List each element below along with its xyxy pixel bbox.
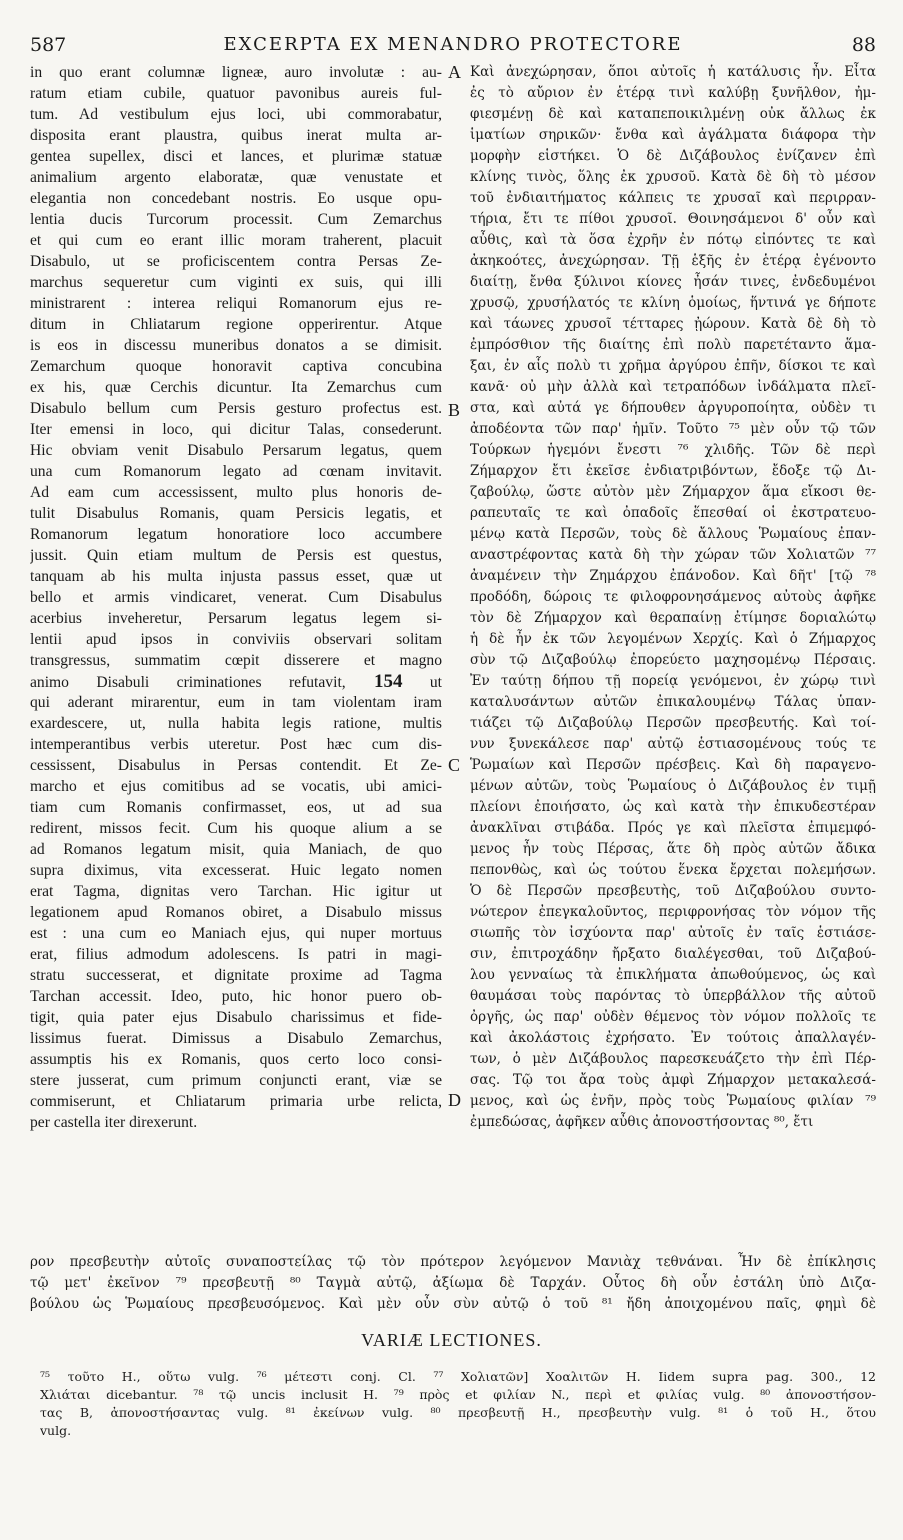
latin-line: qui aderant mirarentur, eum in tam violentam iram — [30, 694, 442, 711]
latin-line: erat Tagma, dignitas vero Tarchan. Hic igitur ut — [30, 883, 442, 900]
greek-line: ξαι, ἐν αἷς πολὺ τι χρῆμα ἀργύρου ἐπῆν, δίσκοι τε καὶ — [470, 358, 876, 374]
continuation-line: ρον πρεσβευτὴν αὐτοῖς συναποστείλας τῷ τὸν πρότερον λεγόμενον Μανιὰχ τεθνάναι. Ἦν δὲ ἐπίκλησις — [30, 1254, 876, 1270]
greek-line: καὶ ἀκολάστοις ἐχρήσατο. Ἐν τούτοις ἀπαλλαγέν- — [470, 1030, 876, 1046]
latin-line: ditum in Chliatarum regione opperirentur. Atque — [30, 316, 442, 333]
note-line: τας B, ἀπονοστήσαντας vulg. ⁸¹ ἐκείνων vulg. ⁸⁰ πρεσβευτῇ H., πρεσβευτὴν vulg. ⁸¹ ὁ τοῦ H., ὅτου — [40, 1405, 876, 1420]
greek-line: χρυσῷ, χρυσήλατός τε κλίνη ὁμοίως, ἥντινά γε δήποτε — [470, 295, 876, 311]
greek-line: ἐμπρόσθιον τῆς διαίτης ἐπὶ πολὺ παρετέταντο ἅμα- — [470, 337, 876, 353]
greek-line: αὖθις, καὶ τὰ ὅσα ἐχρῆν ἐν πότῳ εἰπόντες τε καὶ — [470, 232, 876, 248]
latin-line: animo Disabuli criminationes refutavit, 154 ut — [30, 671, 442, 692]
greek-line: καὶ τάωνες χρυσοῖ τέτταρες ᾐώρουν. Κατὰ δὲ δὴ τὸ — [470, 316, 876, 332]
latin-line: disposita erant plaustra, quibus inerat multa ar- — [30, 127, 442, 144]
latin-line: Tarchan accessit. Ideo, puto, hic honor puero ob- — [30, 988, 442, 1005]
greek-line: νυν ξυνεκάλεσε παρ' αὐτῷ ἑστιασομένους τούς τε — [470, 736, 876, 752]
running-title: EXCERPTA EX MENANDRO PROTECTORE — [223, 34, 683, 55]
greek-line: ἀκηκοότες, ἀνεχώρησαν. Τῇ ἑξῆς ἐν ἑτέρᾳ ἐγένοντο — [470, 253, 876, 269]
greek-line: πεπονθὼς, καὶ ὡς τούτου ἕνεκα ἔρχεται πολεμήσων. — [470, 862, 876, 878]
latin-line: ministrarent : interea reliqui Romanorum ejus re- — [30, 295, 442, 312]
margin-letter-a: A — [448, 62, 461, 82]
greek-line: λου γενναίως τὰ ἐπικλήματα ἀπωθούμενος, ὡς καὶ — [470, 967, 876, 983]
continuation-line: τῷ μετ' ἐκεῖνον ⁷⁹ πρεσβευτῇ ⁸⁰ Ταγμὰ αὐτῷ, ἀξίωμα δὲ Ταρχάν. Οὗτος δὴ οὖν ἐστάλη ὑπὸ Διζα- — [30, 1275, 876, 1291]
latin-line: intemperantibus verbis uteretur. Post hæc cum dis- — [30, 736, 442, 753]
margin-letter-d: D — [448, 1090, 461, 1110]
latin-line: Hic obviam venit Disabulo Persarum legatus, quem — [30, 442, 442, 459]
latin-line: Disabulo, ut se proficiscentem contra Persas Ze- — [30, 253, 442, 270]
greek-line: Ζήμαρχον ἔτι ἐκεῖσε ἐνδιατριβόντων, ἔδοξε τῷ Δι- — [470, 463, 876, 479]
latin-line: elegantia non concedebant nostris. Eo usque opu- — [30, 190, 442, 207]
greek-line: μενος, καὶ ὡς ἐνῆν, πρὸς τοὺς Ῥωμαίους φιλίαν ⁷⁹ — [470, 1093, 876, 1109]
greek-line: πλείονι ἐποιήσατο, ὡς καὶ κατὰ τὴν ἐπικυδεστέραν — [470, 799, 876, 815]
continuation-line: βούλου ὡς Ῥωμαίους πρεσβευσόμενος. Καὶ μὲν οὖν σὺν αὐτῷ ὁ τοῦ ⁸¹ ἤδη ἀποιχομένου παῖς, φημὶ δὲ — [30, 1296, 876, 1312]
latin-line: exardescere, ut, nulla habita legis ratione, multis — [30, 715, 442, 732]
greek-line: ἀνακλῖναι στιβάδα. Πρός γε καὶ πλεῖστα ἐπιμεμφό- — [470, 820, 876, 836]
latin-line: lentii apud ipsos in conviviis observari solitam — [30, 631, 442, 648]
latin-line: gentea supellex, disci et lances, et plurimæ statuæ — [30, 148, 442, 165]
latin-line: stere jusserat, cum primum conjuncti erant, viæ se — [30, 1072, 442, 1089]
greek-line: Ῥωμαίων καὶ Περσῶν πρέσβεις. Καὶ δὴ παραγενο- — [470, 757, 876, 773]
greek-line: των, ὁ μὲν Διζάβουλος παρεσκευάζετο τὴν ἐπὶ Πέρ- — [470, 1051, 876, 1067]
latin-line: transgressus, summatim cœpit disserere et magno — [30, 652, 442, 669]
latin-line: ex his, quæ Cerchis dicuntur. Ita Zemarchus cum — [30, 379, 442, 396]
latin-line: ratum etiam cubile, quatuor pavonibus aureis ful- — [30, 85, 442, 102]
page-header — [30, 30, 876, 60]
latin-line: ad Romanos legatum misit, quia Maniach, de quo — [30, 841, 442, 858]
greek-line: ὀργῆς, ὡς παρ' οὐδὲν θέμενος τὸν νόμον πολλοῖς τε — [470, 1009, 876, 1025]
note-line: Χλιάται dicebantur. ⁷⁸ τῷ uncis inclusit H. ⁷⁹ πρὸς et φιλίαν N., περὶ et φιλίας vulg. ⁸⁰ ἀπονοστήσον- — [40, 1387, 876, 1402]
greek-column — [470, 62, 876, 1247]
latin-line: Zemarchum quoque honoravit captiva concubina — [30, 358, 442, 375]
greek-line: αναστρέφοντας κατὰ δὴ τὴν χώραν τῶν Χολιατῶν ⁷⁷ — [470, 547, 876, 563]
greek-line: στα, καὶ αὐτά γε δήπουθεν ἀργυροποίητα, οὐδὲν τι — [470, 400, 876, 416]
variae-lectiones-title: VARIÆ LECTIONES. — [361, 1330, 542, 1350]
page-number-right: 88 — [851, 34, 876, 56]
latin-line: una cum Romanorum legato ad cœnam invitavit. — [30, 463, 442, 480]
greek-line: μένῳ κατὰ Περσῶν, τοὺς δὲ ἄλλους Ῥωμαίους ἐπαν- — [470, 526, 876, 542]
note-line: ⁷⁵ τοῦτο H., οὕτω vulg. ⁷⁶ μέτεστι conj. Cl. ⁷⁷ Χολιατῶν] Χοαλιτῶν H. Iidem supra pag. 300., 12 — [40, 1369, 876, 1384]
greek-line: σας. Τῷ τοι ἄρα τοὺς ἀμφὶ Ζήμαρχον μετακαλεσά- — [470, 1072, 876, 1088]
latin-line: is eos in discessu muneribus donatos a se dimisit. — [30, 337, 442, 354]
greek-line: Ὁ δὲ Περσῶν πρεσβευτὴς, τοῦ Διζαβούλου συντο- — [470, 883, 876, 899]
page-number-left: 587 — [30, 34, 67, 56]
variant-readings — [40, 1368, 876, 1440]
greek-line: θαυμάσαι τοὺς παρόντας τὸ ὑπερβάλλον τῆς αὐτοῦ — [470, 988, 876, 1004]
latin-line: stratu successerat, et dignitate proxime ad Tagma — [30, 967, 442, 984]
latin-line: Romanorum legatum honoratiore loco accumbere — [30, 526, 442, 543]
latin-line: et qui cum eo erant illic moram traherent, placuit — [30, 232, 442, 249]
margin-letter-b: B — [448, 400, 461, 420]
greek-line: τὸν δὲ Ζήμαρχον καὶ θεραπαίνῃ ἐτίμησε δοριαλώτῳ — [470, 610, 876, 626]
latin-line: Disabulo bellum cum Persis gesturo profectus est. — [30, 400, 442, 417]
latin-line: Iter emensi in loco, qui dicitur Talas, consederunt. — [30, 421, 442, 438]
page-marker-tail: ut — [402, 674, 442, 691]
margin-letter-c: C — [448, 755, 461, 775]
note-line: vulg. — [40, 1423, 72, 1438]
greek-line: ἐς τὸ αὔριον ἐν ἑτέρᾳ τινὶ καλύβῃ ξυνῆλθον, ἠμ- — [470, 85, 876, 101]
latin-line: marcho et ejus comitibus ad se vocatis, ubi amici- — [30, 778, 442, 795]
greek-line: διαίτῃ, ἔνθα ξύλινοι κίονες ἦσάν τινες, ἐνδεδυμένοι — [470, 274, 876, 290]
latin-line: animalium argento elaboratæ, quæ venustate et — [30, 169, 442, 186]
greek-line: μενος ἦν τοὺς Πέρσας, ἅτε δὴ πρὸς αὐτῶν ἄδικα — [470, 841, 876, 857]
latin-line: legationem apud Romanos obiret, a Disabulo missus — [30, 904, 442, 921]
greek-line: τήρια, ἔτι τε πίθοι χρυσοῖ. Θοινησάμενοι δ' οὖν καὶ — [470, 211, 876, 227]
greek-line: σιωπῆς τὸν ἰσχύοντα παρ' αὐτοῖς ἐν ταῖς ἑστιάσε- — [470, 925, 876, 941]
latin-line: tigit, quia pater ejus Disabulo charissimus et fide- — [30, 1009, 442, 1026]
greek-line: ἡ δὲ ἦν ἐκ τῶν λεγομένων Χερχίς. Καὶ ὁ Ζήμαρχος — [470, 631, 876, 647]
latin-line: acerbius inveheretur, Persarum legatus legem si- — [30, 610, 442, 627]
greek-line: ἀποδέοντα τῶν παρ' ἡμῖν. Τοῦτο ⁷⁵ μὲν οὖν τῷ τῶν — [470, 421, 876, 437]
latin-line: per castella iter direxerunt. — [30, 1114, 198, 1131]
greek-line: προδόδη, δώροις τε φιλοφρονησάμενος αὐτοὺς ἀφῆκε — [470, 589, 876, 605]
greek-line: σὺν τῷ Διζαβούλῳ ἐπορεύετο μαχησομένῳ Πέρσαις. — [470, 652, 876, 668]
greek-line: φιεσμένῃ δὲ καὶ καταπεποικιλμένῃ οὐκ ἄλλως ἐκ — [470, 106, 876, 122]
greek-line: τιάζει τῷ Διζαβούλῳ Περσῶν πρεσβευτής. Καὶ τοί- — [470, 715, 876, 731]
greek-line: ραπευταῖς τε καὶ ὀπαδοῖς ἕπεσθαί οἱ ἐκστρατευο- — [470, 505, 876, 521]
greek-line: σιν, ἐπιτροχάδην ἤρξατο διαλέγεσθαι, τοῦ Διζαβού- — [470, 946, 876, 962]
latin-line: assumptis his ex Romanis, quos certo loco consi- — [30, 1051, 442, 1068]
latin-line: tulit Disabulus Romanis, quam Persicis legatis, et — [30, 505, 442, 522]
greek-line: μορφὴν εἱστήκει. Ὁ δὲ Διζάβουλος ἐνίζανεν ἐπὶ — [470, 148, 876, 164]
greek-line: Ἐν ταύτῃ δήπου τῇ πορείᾳ γενόμενοι, ἐν χώρῳ τινὶ — [470, 673, 876, 689]
latin-line: jussit. Quin etiam multum de Persis est questus, — [30, 547, 442, 564]
greek-line: μένων αὐτῶν, τοὺς Ῥωμαίους ὁ Διζάβουλος ἐν τιμῇ — [470, 778, 876, 794]
greek-line: Τούρκων ἡγεμόνι ἔνεστι ⁷⁶ χλιδῆς. Τῶν δὲ περὶ — [470, 442, 876, 458]
greek-line: κανᾶ· οὐ μὴν ἀλλὰ καὶ τετραπόδων ἰνδάλματα πλεῖ- — [470, 379, 876, 395]
latin-line: lissimus fuerat. Dimissus a Disabulo Zemarchus, — [30, 1030, 442, 1047]
latin-line: tanquam ab his multa injusta passus esset, quæ ut — [30, 568, 442, 585]
latin-line: marchus sequeretur cum viginti ex suis, qui illi — [30, 274, 442, 291]
latin-line: est : una cum eo Maniach ejus, qui nuper mortuus — [30, 925, 442, 942]
greek-line: κλίνης τινὸς, ὅλης ἐκ χρυσοῦ. Κατὰ δὲ δὴ τὸ μέσον — [470, 169, 876, 185]
greek-line: ἐμπεδώσας, ἀφῆκεν αὖθις ἀπονοστήσοντας ⁸⁰, ἔτι — [470, 1114, 814, 1130]
latin-line: tum. Ad vestibulum ejus loci, ubi commorabatur, — [30, 106, 442, 123]
greek-line: καταλυσάντων αὐτῶν ἐπικαλουμένῳ Τάλας ὑπαν- — [470, 694, 876, 710]
latin-line: commiserunt, et Chliatarum primaria urbe relicta, — [30, 1093, 442, 1110]
latin-line: redirent, missos fecit. Cum his quoque alium a se — [30, 820, 442, 837]
greek-line: ἱματίων σηρικῶν· ἔνθα καὶ ἀγάλματα διάφορα τὴν — [470, 127, 876, 143]
latin-line: erat, filius admodum adolescens. Is patri in magi- — [30, 946, 442, 963]
latin-line: bello et armis vindicaret, venerat. Cum Disabulus — [30, 589, 442, 606]
greek-line: νώτερον ἐπεγκαλοῦντος, περιφρονήσας τὸν νόμον τῆς — [470, 904, 876, 920]
greek-line: Καὶ ἀνεχώρησαν, ὅποι αὐτοῖς ἡ κατάλυσις ἦν. Εἶτα — [470, 64, 876, 80]
greek-line: ζαβούλῳ, ὥστε αὐτὸν μὲν Ζήμαρχον ἅμα εἴκοσι θε- — [470, 484, 876, 500]
latin-line: supra diximus, vita excesserat. Huic legato nomen — [30, 862, 442, 879]
latin-column — [30, 62, 442, 1247]
latin-line: in quo erant columnæ ligneæ, auro involutæ : au- — [30, 64, 442, 81]
latin-line: tiam cum Romanis confirmasset, eos, ut ad sua — [30, 799, 442, 816]
latin-line: Ad eam cum accessissent, multo plus honoris de- — [30, 484, 442, 501]
page-marker-number: 154 — [345, 671, 403, 692]
latin-line: cessissent, Disabulus in Persas contendit. Et Ze- — [30, 757, 442, 774]
greek-line: ἀναμένειν τὴν Ζημάρχου ἐπάνοδον. Καὶ δῆτ' [τῷ ⁷⁸ — [470, 568, 876, 584]
greek-continuation — [30, 1252, 876, 1315]
latin-line: lentia ducis Turcorum processit. Cum Zemarchus — [30, 211, 442, 228]
greek-line: τοῦ ἐνδιαιτήματος κάλπεις τε χρυσαῖ καὶ περιρραν- — [470, 190, 876, 206]
